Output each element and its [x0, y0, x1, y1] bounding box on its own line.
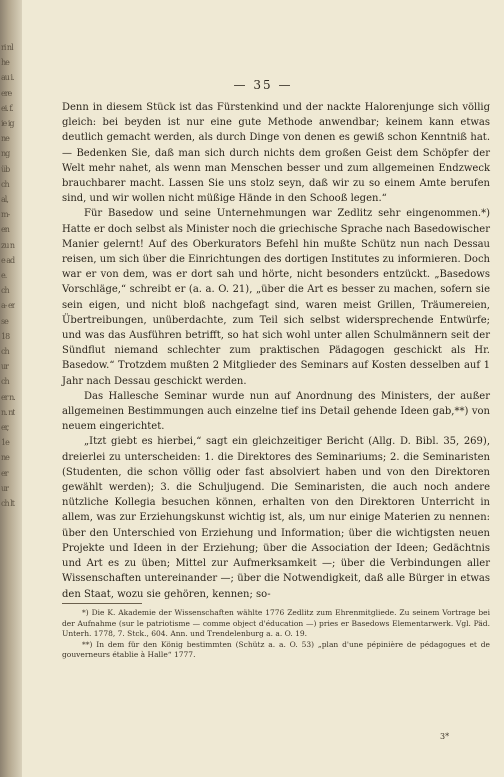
book-page	[22, 0, 504, 777]
footnotes	[62, 608, 490, 661]
page-number: — 35 —	[233, 78, 293, 92]
paragraph: „Itzt giebt es hierbei,“ sagt ein gleichzeitiger Bericht (Allg. D. Bibl. 35, 269), dreierlei zu unterscheiden: 1. die Direktores des Seminariums; 2. die Seminaristen (Studenten, die schon völlig oder fast absolviert haben und von den Direktoren gewählt werden); 3. die Schuljugend. Die Seminaristen, die auch noch andere nützliche Kollegia besuchen können, erhalten von den Direktoren Unterricht in allem, was zur Erziehungskunst wichtig ist, als, um nur einige Materien zu nennen: über den Unterschied von Erziehung und Information; über die wichtigsten neuen Projekte und Ideen in der Erziehung; über die Association der Ideen; Gedächtnis und Art es zu üben; Mittel zur Aufmerksamkeit —; über die Verbindungen aller Wissenschaften untereinander —; über die Notwendigkeit, daß alle Bürger in etwas den Staat, wozu sie gehören, kennen; so-	[62, 436, 490, 600]
paragraph: Das Hallesche Seminar wurde nun auf Anordnung des Ministers, der außer allgemeinen Bestimmungen auch einzelne tief ins Detail gehende Ideen gab,**) von neuem eingerichtet.	[62, 390, 490, 433]
footnote: **) In dem für den König bestimmten (Schütz a. a. O. 53) „plan d'une pépinière de pédagogues et de gouverneurs établie à Halle“ 1777.	[62, 639, 490, 660]
footnote-divider	[62, 603, 142, 604]
signature-mark: 3*	[440, 732, 450, 741]
book-gutter	[0, 0, 22, 777]
body-text	[62, 100, 490, 602]
footnote: *) Die K. Akademie der Wissenschaften wählte 1776 Zedlitz zum Ehrenmitgliede. Zu seinem Vortrage bei der Aufnahme (sur le patriotisme — comme object d'éducation —) pries er Basedows Elementarwerk. Vgl. Päd. Unterh. 1778, 7. Stck., 604. Ann. und Trendelenburg a. a. O. 19.	[62, 608, 490, 639]
paragraph: Für Basedow und seine Unternehmungen war Zedlitz sehr eingenommen.*) Hatte er doch selbst als Minister noch die griechische Sprache nach Basedowischer Manier gelernt! Auf des Oberkurators Befehl hin mußte Schütz nun nach Dessau reisen, um sich über die Einrichtungen des dortigen Institutes zu informieren. Doch war er von dem, was er dort sah und hörte, nicht besonders entzückt. „Basedows Vorschläge,“ schreibt er (a. a. O. 21), „über die Art es besser zu machen, sofern sie sein eigen, und nicht bloß nachgefagt sind, waren meist Grillen, Träumereien, Übertreibungen, unüberdachte, zum Teil sich selbst widersprechende Entwürfe; und was das Ausführen betrifft, so hat sich wohl unter allen Schulmännern seit der Sündflut niemand schlechter zum praktischen Pädagogen geschickt als Hr. Basedow.“ Trotzdem mußten 2 Mitglieder des Seminars auf Kosten desselben auf 1 Jahr nach Dessau geschickt werden.	[62, 208, 490, 387]
paragraph: Denn in diesem Stück ist das Fürstenkind und der nackte Halorenjunge sich völlig gleich: bei beyden ist nur eine gute Methode anwendbar; keinem kann etwas deutlich gemacht werden, als durch Dinge von denen es gewiß schon Kenntniß hat. — Bedenken Sie, daß man sich durch nichts dem großen Geist dem Schöpfer der Welt mehr nahet, als wenn man Menschen besser und zum allgemeinen Endzweck brauchbarer macht. Lassen Sie uns stolz seyn, daß wir zu so einem Amte berufen sind, und wir wollen nicht müßige Hände in den Schooß legen.“	[62, 102, 490, 205]
facing-page-text: ri nl he au i. ere ei. f. ie ig ne ng üb ch al, m- en zu n e ad e. ch a- er se 18 ch ur ch er n. n. nt er, 1e ne er ur ch lt	[1, 43, 15, 509]
